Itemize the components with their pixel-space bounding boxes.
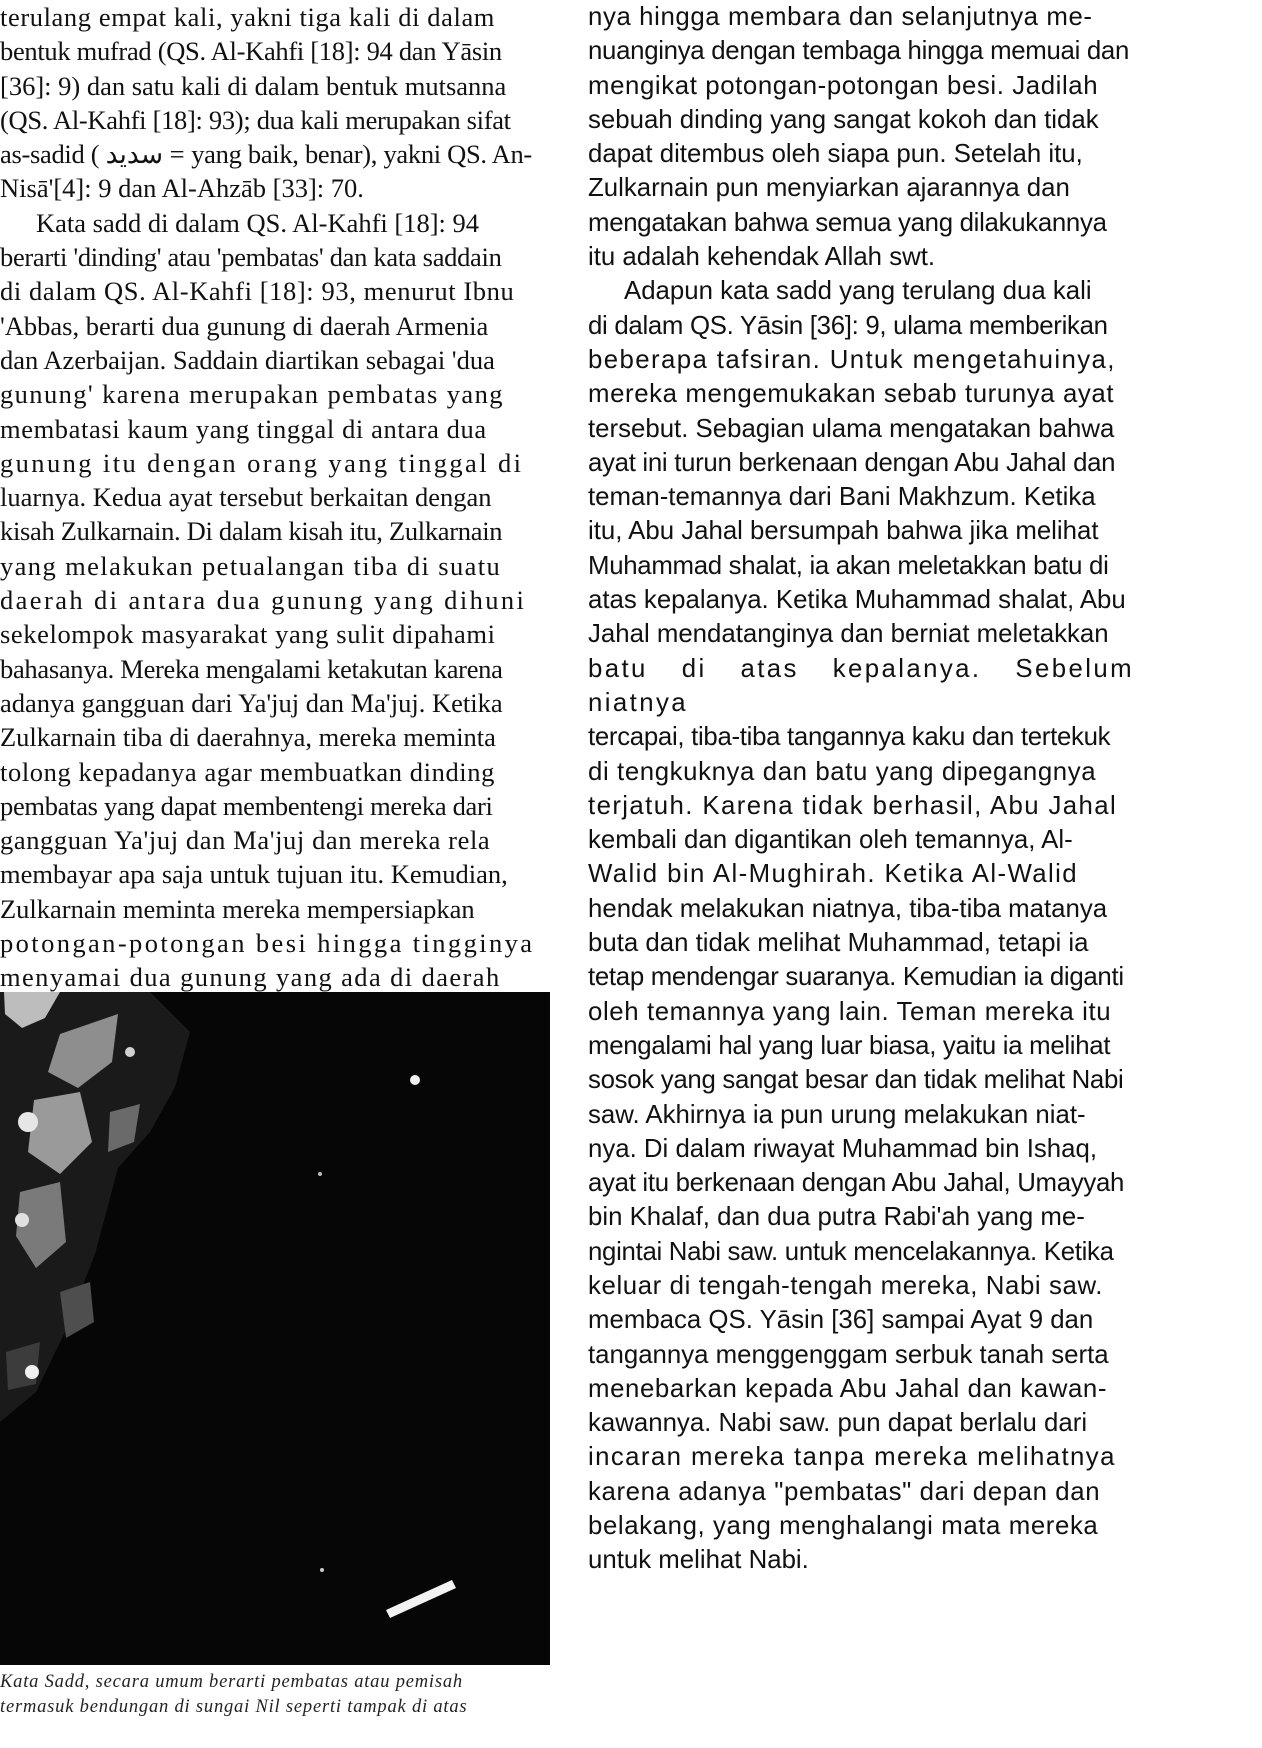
light-spot: [320, 1568, 324, 1572]
text-line: Kata sadd di dalam QS. Al-Kahfi [18]: 94: [36, 207, 480, 238]
text-line: oleh temannya yang lain. Teman mereka itu: [588, 997, 1112, 1026]
light-spot: [18, 1112, 38, 1132]
text-line: mengikat potongan-potongan besi. Jadilah: [588, 71, 1099, 100]
text-line: Zulkarnain tiba di daerahnya, mereka meminta: [0, 722, 496, 753]
text-line: luarnya. Kedua ayat tersebut berkaitan dengan: [0, 482, 492, 513]
text-line: Zulkarnain pun menyiarkan ajarannya dan: [588, 174, 1070, 203]
text-line: karena adanya "pembatas" dari depan dan: [588, 1477, 1101, 1506]
text-line: bentuk mufrad (QS. Al-Kahfi [18]: 94 dan Yāsin: [0, 36, 502, 67]
text-line: terulang empat kali, yakni tiga kali di dalam: [0, 2, 496, 32]
text-line: menebarkan kepada Abu Jahal dan kawan-: [588, 1374, 1108, 1403]
text-line: terjatuh. Karena tidak berhasil, Abu Jahal: [588, 791, 1118, 820]
figure-caption: [0, 1670, 560, 1720]
text-line: Adapun kata sadd yang terulang dua kali: [624, 277, 1092, 306]
text-line: Muhammad shalat, ia akan meletakkan batu di: [588, 551, 1109, 580]
left-text-column: [0, 0, 544, 1029]
text-line: buta dan tidak melihat Muhammad, tetapi ia: [588, 929, 1089, 958]
text-line: nya. Di dalam riwayat Muhammad bin Ishaq,: [588, 1134, 1097, 1163]
text-line: untuk melihat Nabi.: [588, 1546, 809, 1575]
text-line: membayar apa saja untuk tujuan itu. Kemudian,: [0, 859, 508, 890]
text-line: membatasi kaum yang tinggal di antara dua: [0, 413, 487, 444]
text-line: pembatas yang dapat membentengi mereka dari: [0, 790, 493, 821]
text-line: as-sadid ( سديد = yang baik, benar), yakni QS. An-: [0, 139, 532, 170]
caption-line: termasuk bendungan di sungai Nil seperti tampak di atas: [0, 1697, 468, 1717]
text-line: hendak melakukan niatnya, tiba-tiba matanya: [588, 894, 1108, 923]
text-line: menyamai dua gunung yang ada di daerah: [0, 962, 501, 993]
text-line: sekelompok masyarakat yang sulit dipahami: [0, 619, 496, 650]
text-line: gangguan Ya'juj dan Ma'juj dan mereka rela: [0, 825, 491, 856]
text-line: batu di atas kepalanya. Sebelum niatnya: [588, 654, 1134, 717]
right-text-column: [588, 0, 1134, 1578]
text-line: ayat itu berkenaan dengan Abu Jahal, Umayyah: [588, 1169, 1125, 1198]
text-line: 'Abbas, berarti dua gunung di daerah Armenia: [0, 310, 489, 341]
text-line: (QS. Al-Kahfi [18]: 93); dua kali merupakan sifat: [0, 104, 511, 135]
text-line: belakang, yang menghalangi mata mereka: [588, 1512, 1099, 1541]
text-line: itu, Abu Jahal bersumpah bahwa jika melihat: [588, 517, 1099, 546]
text-line: kembali dan digantikan oleh temannya, Al-: [588, 826, 1073, 855]
text-line: bahasanya. Mereka mengalami ketakutan karena: [0, 653, 503, 684]
text-line: mereka mengemukakan sebab turunya ayat: [588, 380, 1115, 409]
text-line: tercapai, tiba-tiba tangannya kaku dan tertekuk: [588, 723, 1111, 752]
text-line: kisah Zulkarnain. Di dalam kisah itu, Zulkarnain: [0, 516, 503, 547]
text-line: beberapa tafsiran. Untuk mengetahuinya,: [588, 345, 1116, 374]
text-line: sebuah dinding yang sangat kokoh dan tidak: [588, 105, 1099, 134]
text-line: di dalam QS. Al-Kahfi [18]: 93, menurut Ibnu: [0, 276, 515, 307]
text-line: dan Azerbaijan. Saddain diartikan sebagai 'dua: [0, 344, 495, 375]
text-line: mengalami hal yang luar biasa, yaitu ia melihat: [588, 1031, 1111, 1060]
text-line: dapat ditembus oleh siapa pun. Setelah itu,: [588, 140, 1083, 169]
light-spot: [25, 1365, 39, 1379]
text-line: [36]: 9) dan satu kali di dalam bentuk mutsanna: [0, 70, 507, 101]
text-line: nuanginya dengan tembaga hingga memuai dan: [588, 37, 1130, 66]
text-line: berarti 'dinding' atau 'pembatas' dan kata saddain: [0, 242, 502, 273]
text-line: atas kepalanya. Ketika Muhammad shalat, Abu: [588, 586, 1126, 615]
light-spot: [125, 1047, 135, 1057]
text-line: adanya gangguan dari Ya'juj dan Ma'juj. Ketika: [0, 687, 503, 718]
caption-line: Kata Sadd, secara umum berarti pembatas atau pemisah: [0, 1672, 463, 1692]
text-line: tetap mendengar suaranya. Kemudian ia diganti: [588, 963, 1124, 992]
text-line: saw. Akhirnya ia pun urung melakukan niat-: [588, 1100, 1086, 1129]
text-line: gunung' karena merupakan pembatas yang: [0, 379, 504, 410]
text-line: Jahal mendatanginya dan berniat meletakkan: [588, 620, 1109, 649]
text-line: tersebut. Sebagian ulama mengatakan bahwa: [588, 414, 1115, 443]
text-line: daerah di antara dua gunung yang dihuni: [0, 585, 527, 616]
text-line: di tengkuknya dan batu yang dipegangnya: [588, 757, 1097, 786]
dam-photograph: [0, 992, 550, 1665]
text-line: membaca QS. Yāsin [36] sampai Ayat 9 dan: [588, 1306, 1094, 1335]
text-line: nya hingga membara dan selanjutnya me-: [588, 3, 1093, 31]
text-line: potongan-potongan besi hingga tingginya: [0, 928, 535, 959]
text-line: ayat ini turun berkenaan dengan Abu Jahal dan: [588, 448, 1116, 477]
light-spot: [15, 1213, 29, 1227]
text-line: teman-temannya dari Bani Makhzum. Ketika: [588, 483, 1096, 512]
text-line: di dalam QS. Yāsin [36]: 9, ulama memberikan: [588, 311, 1108, 340]
text-line: gunung itu dengan orang yang tinggal di: [0, 447, 524, 478]
text-line: bin Khalaf, dan dua putra Rabi'ah yang me-: [588, 1203, 1085, 1232]
text-line: yang melakukan petualangan tiba di suatu: [0, 550, 502, 581]
text-line: Walid bin Al-Mughirah. Ketika Al-Walid: [588, 860, 1079, 889]
text-line: Zulkarnain meminta mereka mempersiapkan: [0, 893, 475, 924]
text-line: mengatakan bahwa semua yang dilakukannya: [588, 208, 1107, 237]
text-line: keluar di tengah-tengah mereka, Nabi saw.: [588, 1271, 1104, 1300]
text-line: Nisā'[4]: 9 dan Al-Ahzāb [33]: 70.: [0, 173, 364, 204]
text-line: ngintai Nabi saw. untuk mencelakannya. Ketika: [588, 1237, 1114, 1266]
dam-photo-illustration: [0, 992, 550, 1665]
text-line: tangannya menggenggam serbuk tanah serta: [588, 1340, 1109, 1369]
text-line: kawannya. Nabi saw. pun dapat berlalu dari: [588, 1409, 1088, 1438]
text-line: sosok yang sangat besar dan tidak melihat Nabi: [588, 1066, 1124, 1095]
text-line: incaran mereka tanpa mereka melihatnya: [588, 1443, 1116, 1472]
light-spot: [410, 1075, 420, 1085]
text-line: tolong kepadanya agar membuatkan dinding: [0, 756, 495, 787]
light-spot: [318, 1172, 322, 1176]
text-line: itu adalah kehendak Allah swt.: [588, 243, 936, 272]
